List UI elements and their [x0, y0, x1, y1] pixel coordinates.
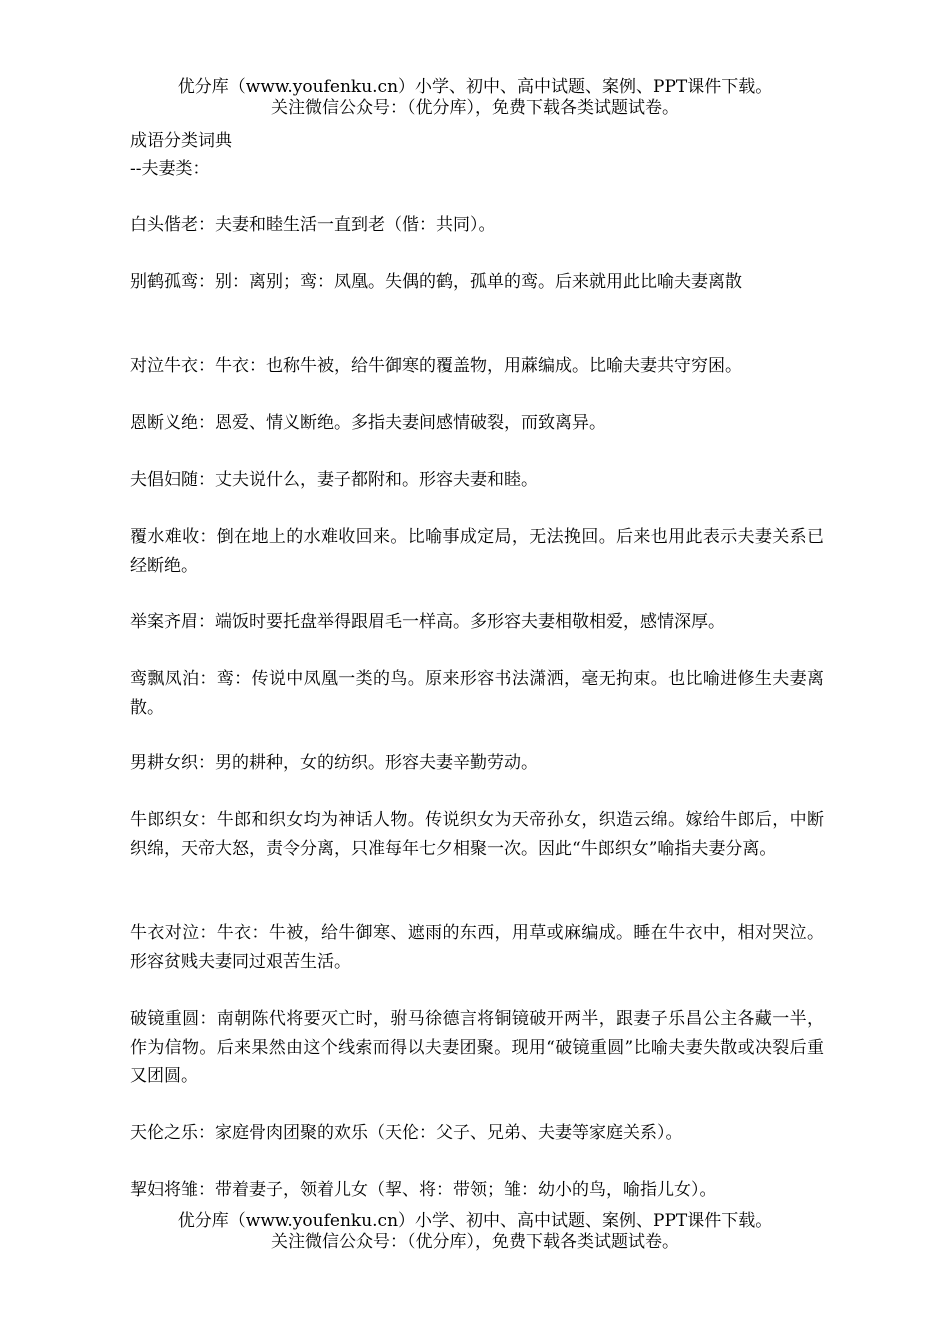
- idiom-entry: 白头偕老：夫妻和睦生活一直到老（偕：共同）。: [130, 215, 496, 235]
- idiom-entry: 破镜重圆：南朝陈代将要灭亡时，驸马徐德言将铜镜破开两半，跟妻子乐昌公主各藏一半，作为信物。后来果然由这个线索而得以夫妻团聚。现用“破镜重圆”比喻夫妻失散或决裂后重又团圆。: [130, 1009, 824, 1086]
- idiom-entry: 举案齐眉：端饭时要托盘举得跟眉毛一样高。多形容夫妻相敬相爱，感情深厚。: [130, 612, 725, 632]
- document-title: 成语分类词典: [130, 131, 232, 151]
- category-label: --夫妻类：: [130, 159, 210, 179]
- footer-site-line: 优分库（www.youfenku.cn）小学、初中、高中试题、案例、PPT课件下载。: [177, 1211, 773, 1231]
- idiom-entry: 牛郎织女：牛郎和织女均为神话人物。传说织女为天帝孙女，织造云绵。嫁给牛郎后，中断织绵，天帝大怒，责令分离，只准每年七夕相聚一次。因此“牛郎织女”喻指夫妻分离。: [130, 810, 824, 859]
- page-footer: [0, 1211, 950, 1253]
- page-header: [0, 77, 950, 119]
- idiom-entry: 夫倡妇随：丈夫说什么，妻子都附和。形容夫妻和睦。: [130, 470, 538, 490]
- idiom-entry: 对泣牛衣：牛衣：也称牛被，给牛御寒的覆盖物，用蔴编成。比喻夫妻共守穷困。: [130, 356, 742, 376]
- footer-wechat-line: 关注微信公众号：（优分库），免费下载各类试题试卷。: [271, 1232, 679, 1252]
- idiom-entry: 别鹤孤鸾：别：离别；鸾：凤凰。失偶的鹤，孤单的鸾。后来就用此比喻夫妻离散: [130, 272, 742, 292]
- header-wechat-line: 关注微信公众号：（优分库），免费下载各类试题试卷。: [271, 98, 679, 118]
- idiom-entry: 天伦之乐：家庭骨肉团聚的欢乐（天伦：父子、兄弟、夫妻等家庭关系）。: [130, 1123, 683, 1143]
- idiom-entry: 牛衣对泣：牛衣：牛被，给牛御寒、遮雨的东西，用草或麻编成。睡在牛衣中，相对哭泣。形容贫贱夫妻同过艰苦生活。: [130, 923, 824, 972]
- header-site-line: 优分库（www.youfenku.cn）小学、初中、高中试题、案例、PPT课件下载。: [177, 77, 773, 97]
- idiom-entry: 鸾飘凤泊：鸾：传说中凤凰一类的鸟。原来形容书法潇洒，毫无拘束。也比喻进修生夫妻离散。: [130, 669, 824, 718]
- idiom-entry: 覆水难收：倒在地上的水难收回来。比喻事成定局，无法挽回。后来也用此表示夫妻关系已经断绝。: [130, 527, 824, 576]
- idiom-entry: 挈妇将雏：带着妻子，领着儿女（挈、将：带领；雏：幼小的鸟，喻指儿女）。: [130, 1180, 717, 1200]
- idiom-entry: 恩断义绝：恩爱、情义断绝。多指夫妻间感情破裂，而致离异。: [130, 413, 606, 433]
- idiom-entry: 男耕女织：男的耕种，女的纺织。形容夫妻辛勤劳动。: [130, 753, 538, 773]
- document-heading: [130, 127, 824, 183]
